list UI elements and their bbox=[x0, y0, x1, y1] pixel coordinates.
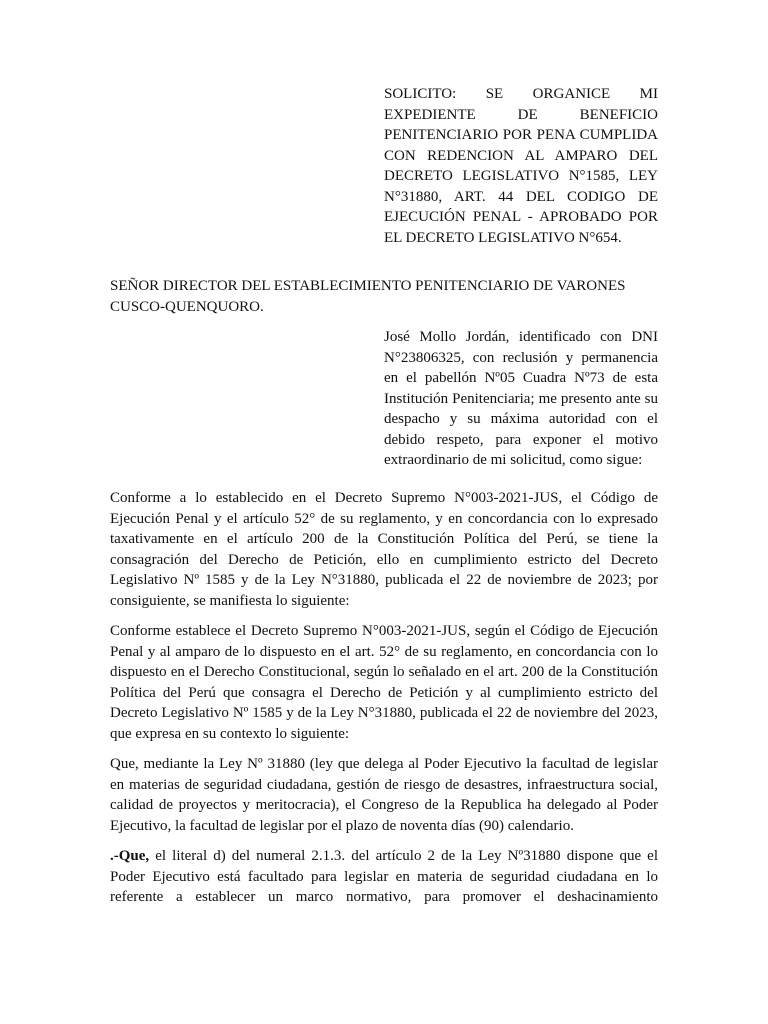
solicito-heading: SOLICITO: SE ORGANICE MI EXPEDIENTE DE BENEFICIO PENITENCIARIO POR PENA CUMPLIDA CON REDENCION AL AMPARO DEL DECRETO LEGISLATIVO N°1585, LEY N°31880, ART. 44 DEL CODIGO DE EJECUCIÓN PENAL - APROBADO POR EL DECRETO LEGISLATIVO N°654. bbox=[384, 86, 658, 246]
body-paragraph bbox=[110, 754, 658, 836]
body-paragraph bbox=[110, 846, 658, 908]
document-body bbox=[110, 488, 658, 918]
paragraph-text: Conforme establece el Decreto Supremo N°003-2021-JUS, según el Código de Ejecución Penal y al amparo de lo dispuesto en el art. 52° de su reglamento, en concordancia con lo dispuesto en el Derecho Constitucional, según lo señalado en el art. 200 de la Constitución Política del Perú que consagra el Derecho de Petición y al cumplimiento estricto del Decreto Legislativo Nº 1585 y de la Ley N°31880, publicada el 22 de noviembre del 2023, que expresa en su contexto lo siguiente: bbox=[110, 623, 658, 742]
petitioner-identification: José Mollo Jordán, identificado con DNI N°23806325, con reclusión y permanencia en el pabellón Nº05 Cuadra Nº73 de esta Institución Penitenciaria; me presento ante su despacho y su máxima autoridad con el debido respeto, para exponer el motivo extraordinario de mi solicitud, como sigue: bbox=[384, 329, 658, 468]
paragraph-text: el literal d) del numeral 2.1.3. del artículo 2 de la Ley Nº31880 dispone que el Poder Ejecutivo está facultado para legislar en materia de seguridad ciudadana en lo referente a establecer un marco normativo, para promover el deshacinamiento bbox=[110, 848, 658, 905]
paragraph-text: Que, mediante la Ley Nº 31880 (ley que delega al Poder Ejecutivo la facultad de legislar en materias de seguridad ciudadana, gestión de riesgo de desastres, infraestructura social, calidad de proyectos y meritocracia), el Congreso de la Republica ha delegado al Poder Ejecutivo, la facultad de legislar por el plazo de noventa días (90) calendario. bbox=[110, 756, 658, 834]
addressee-line: SEÑOR DIRECTOR DEL ESTABLECIMIENTO PENITENCIARIO DE VARONES CUSCO-QUENQUORO. bbox=[110, 278, 626, 315]
body-paragraph bbox=[110, 488, 658, 611]
paragraph-lead: .-Que, bbox=[110, 848, 150, 864]
body-paragraph bbox=[110, 621, 658, 744]
paragraph-text: Conforme a lo establecido en el Decreto Supremo N°003-2021-JUS, el Código de Ejecución Penal y el artículo 52° de su reglamento, y en concordancia con lo expresado taxativamente en el artículo 200 de la Constitución Política del Perú, se tiene la consagración del Derecho de Petición, ello en cumplimiento estricto del Decreto Legislativo Nº 1585 y de la Ley N°31880, publicada el 22 de noviembre de 2023; por consiguiente, se manifiesta lo siguiente: bbox=[110, 490, 658, 609]
